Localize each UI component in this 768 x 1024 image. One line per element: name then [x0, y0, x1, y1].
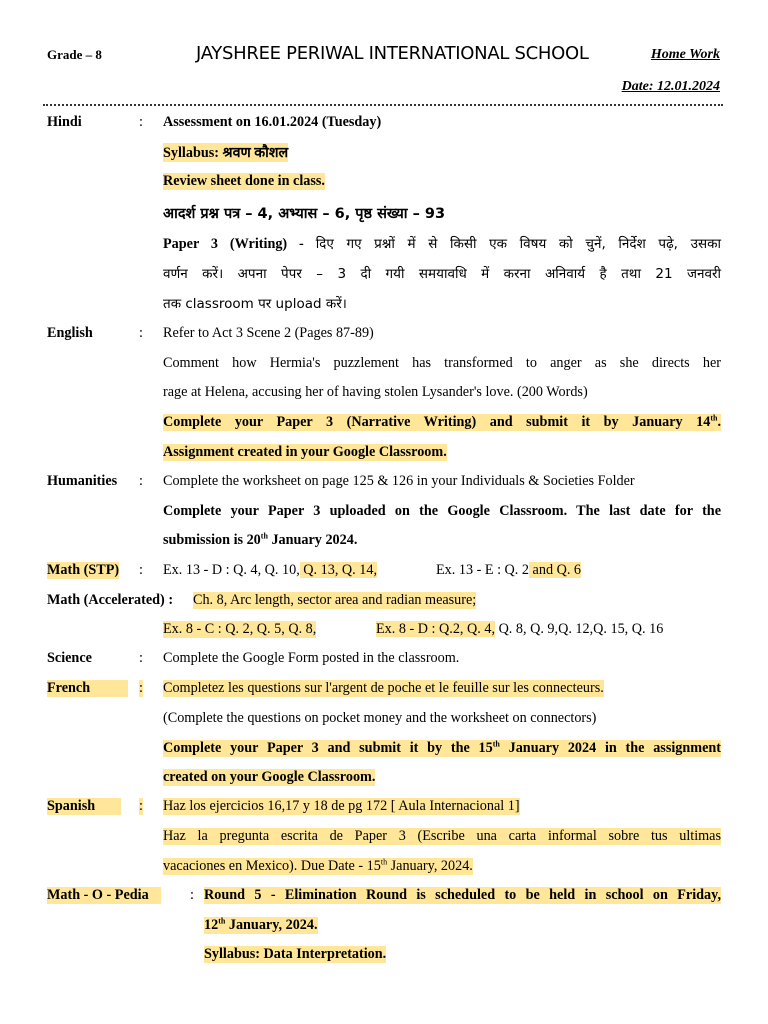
- colon: :: [190, 887, 194, 903]
- math-stp-subject: Math (STP): [47, 562, 120, 578]
- hindi-line-6: वर्णन करें। अपना पेपर – 3 दी गयी समयावधि में करना अनिवार्य है तथा 21 जनवरी: [163, 266, 721, 282]
- math-pedia-subject: Math - O - Pedia: [47, 887, 161, 904]
- hindi-line-1: Assessment on 16.01.2024 (Tuesday): [163, 114, 382, 130]
- science-subject: Science: [47, 650, 92, 666]
- colon: :: [139, 680, 143, 696]
- humanities-line-1: Complete the worksheet on page 125 & 126 in your Individuals & Societies Folder: [163, 473, 635, 489]
- hindi-line-3: Review sheet done in class.: [163, 173, 325, 189]
- colon: :: [139, 562, 143, 578]
- english-subject: English: [47, 325, 93, 341]
- english-line-3: rage at Helena, accusing her of having stolen Lysander's love. (200 Words): [163, 384, 588, 400]
- humanities-line-3a: submission is 20: [163, 532, 261, 548]
- humanities-line-3: [163, 532, 357, 549]
- hindi-line-2: Syllabus: श्रवण कौशल: [163, 145, 289, 161]
- hindi-line-4: आदर्श प्रश्न पत्र – 4, अभ्यास – 6, पृष्ठ संख्या – 93: [163, 206, 446, 222]
- spanish-line-1: Haz los ejercicios 16,17 y 18 de pg 172 [ Aula Internacional 1]: [163, 798, 520, 814]
- english-line-4-text: Complete your Paper 3 (Narrative Writing) and submit it by January 14: [163, 414, 711, 430]
- hindi-line-5-rest: दिए गए प्रश्नों में से किसी एक विषय को चुनें, निर्देश पढ़े, उसका: [315, 236, 722, 252]
- math-stp-part-4: and Q. 6: [529, 562, 582, 578]
- math-acc-line-1: Ch. 8, Arc length, sector area and radian measure;: [193, 592, 477, 608]
- english-line-1: Refer to Act 3 Scene 2 (Pages 87-89): [163, 325, 374, 341]
- hindi-line-5-bold: Paper 3 (Writing) -: [163, 236, 316, 252]
- spanish-line-3a: vacaciones en Mexico). Due Date - 15: [163, 858, 381, 874]
- spanish-subject: Spanish: [47, 798, 121, 815]
- humanities-line-2: Complete your Paper 3 uploaded on the Google Classroom. The last date for the: [163, 503, 721, 519]
- french-line-2: (Complete the questions on pocket money and the worksheet on connectors): [163, 710, 597, 726]
- colon: :: [139, 325, 143, 341]
- math-pedia-line-2b: January, 2024.: [225, 917, 318, 933]
- math-pedia-line-3: Syllabus: Data Interpretation.: [204, 946, 387, 962]
- french-subject: French: [47, 680, 128, 697]
- colon: :: [139, 114, 143, 130]
- english-line-4: [163, 414, 721, 431]
- spanish-line-3b: January, 2024.: [387, 858, 473, 874]
- date-label: Date: 12.01.2024: [621, 79, 720, 94]
- french-line-1: Completez les questions sur l'argent de poche et le feuille sur les connecteurs.: [163, 680, 604, 696]
- colon: :: [139, 798, 143, 814]
- colon: :: [139, 473, 143, 489]
- header-divider: [43, 104, 723, 106]
- french-line-3-sup: th: [492, 739, 500, 749]
- math-acc-part-2: Ex. 8 - D : Q.2, Q. 4,: [376, 621, 496, 637]
- math-acc-part-3: Q. 8, Q. 9,Q. 12,Q. 15, Q. 16: [495, 621, 664, 637]
- math-stp-line: [163, 562, 377, 579]
- french-line-4: created on your Google Classroom.: [163, 769, 376, 785]
- french-line-3a: Complete your Paper 3 and submit it by the 15: [163, 740, 493, 756]
- french-line-3b: January 2024 in the assignment: [499, 740, 722, 756]
- humanities-line-3b: January 2024.: [267, 532, 358, 548]
- science-line-1: Complete the Google Form posted in the classroom.: [163, 650, 460, 666]
- english-line-2: Comment how Hermia's puzzlement has transformed to anger as she directs her: [163, 355, 721, 371]
- school-name: JAYSHREE PERIWAL INTERNATIONAL SCHOOL: [196, 43, 589, 64]
- spanish-line-2: Haz la pregunta escrita de Paper 3 (Escribe una carta informal sobre tus ultimas: [163, 828, 721, 844]
- math-stp-part-1: Ex. 13 - D : Q. 4, Q. 10,: [163, 562, 300, 578]
- math-stp-part-3: Ex. 13 - E : Q. 2: [436, 562, 529, 578]
- spanish-line-3-sup: th: [380, 857, 388, 867]
- math-pedia-line-2a: 12: [204, 917, 219, 933]
- english-line-4-sup: th: [710, 413, 718, 423]
- spanish-line-3: [163, 858, 473, 875]
- hindi-line-7: तक classroom पर upload करें।: [163, 296, 347, 312]
- english-line-4-end: .: [717, 414, 721, 430]
- grade-label: Grade – 8: [47, 47, 102, 62]
- math-pedia-line-1: Round 5 - Elimination Round is scheduled to be held in school on Friday,: [204, 887, 721, 903]
- french-line-3: [163, 740, 721, 757]
- math-acc-part-1: Ex. 8 - C : Q. 2, Q. 5, Q. 8,: [163, 621, 317, 637]
- math-acc-subject: Math (Accelerated) :: [47, 592, 174, 608]
- math-pedia-line-2: [204, 917, 318, 934]
- math-stp-ex-e: [436, 562, 581, 579]
- hindi-line-5: [163, 234, 721, 253]
- math-pedia-line-2-sup: th: [218, 916, 226, 926]
- math-acc-ex-d: [376, 621, 663, 638]
- humanities-line-3-sup: th: [260, 531, 268, 541]
- home-work-label: Home Work: [650, 47, 720, 62]
- hindi-subject: Hindi: [47, 114, 82, 130]
- english-line-5: Assignment created in your Google Classroom.: [163, 444, 447, 460]
- math-stp-part-2: Q. 13, Q. 14,: [299, 562, 377, 578]
- humanities-subject: Humanities: [47, 473, 118, 489]
- colon: :: [139, 650, 143, 666]
